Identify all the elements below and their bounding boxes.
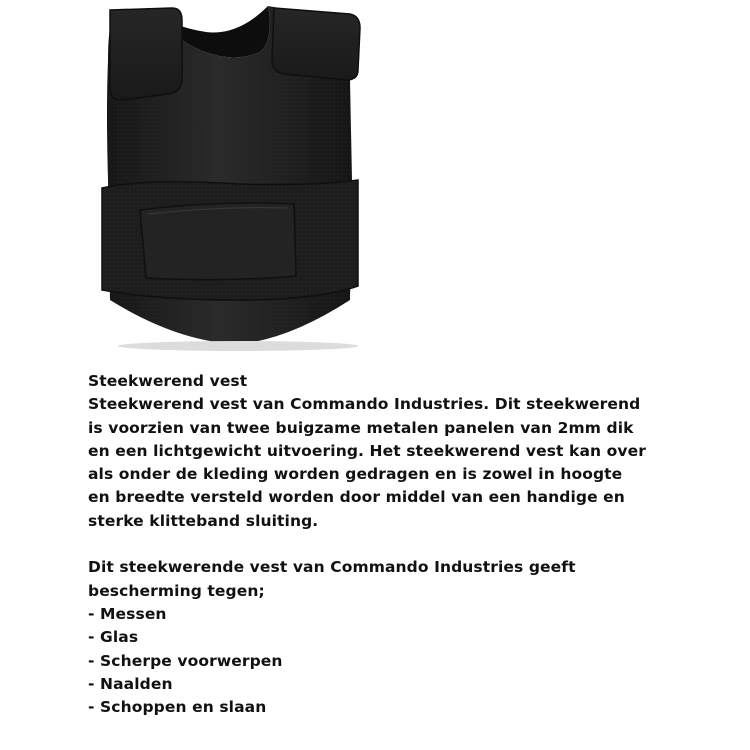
description-line: Steekwerend vest van Commando Industries. Dit steekwerend [88,395,641,414]
product-description [88,370,688,719]
description-line: sterke klitteband sluiting. [88,511,319,530]
protection-item: - Schoppen en slaan [88,698,267,717]
protection-intro-line: Dit steekwerende vest van Commando Industries geeft [88,558,576,577]
vest-icon [88,0,388,352]
description-line: is voorzien van twee buigzame metalen panelen van 2mm dik [88,418,634,437]
description-line: en breedte versteld worden door middel van een handige en [88,488,625,507]
protection-item: - Messen [88,604,167,623]
protection-item: - Naalden [88,674,173,693]
product-image [88,0,388,352]
paragraph-spacer [88,533,688,556]
protection-item: - Glas [88,628,139,647]
product-title: Steekwerend vest [88,372,248,390]
description-line: als onder de kleding worden gedragen en is zowel in hoogte [88,465,623,484]
protection-intro-line: bescherming tegen; [88,581,265,600]
description-line: en een lichtgewicht uitvoering. Het steekwerend vest kan over [88,441,646,460]
protection-item: - Scherpe voorwerpen [88,651,283,670]
